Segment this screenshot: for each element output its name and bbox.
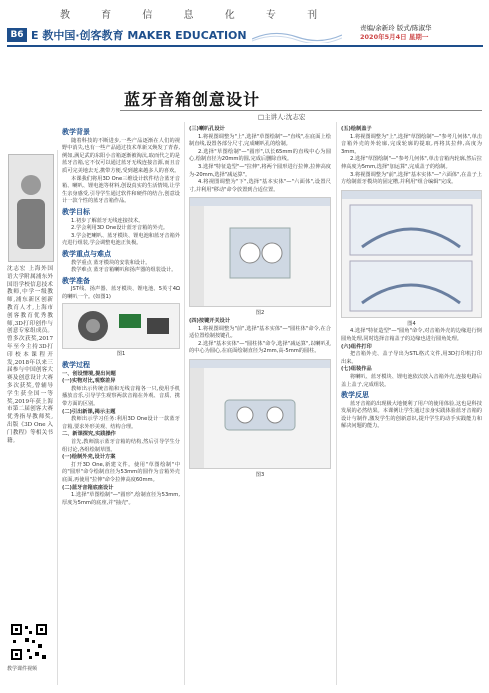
paragraph: 2.学会利用3D One设计蓝牙音箱的外壳。	[71, 225, 169, 232]
paragraph: 1.选择"草图绘制"—"圆形",绘制直径为53mm,厚度为5mm的底座,并"抽壳"。	[62, 492, 180, 506]
column-divider	[336, 122, 337, 685]
subheading: (二)引出新课,揭示主题	[62, 408, 116, 415]
author-bio: 沈志宏 上海外国语大学附属浦东外国语学校信息技术教师,中学一级教师,浦东新区创新教育人才,上海市创客教育优秀教师,3D打印创作与创意专家组成员。曾多次获奖,2017年至今主持3D打印校本课程开发,2018年以来三届参与中国创客大赛及创意设计大赛多次获奖,曾辅导学生获全国一等奖,2019年获上海市第二届创客大赛优秀指导教师奖,出版《3D One 入门教程》等相关书籍。	[7, 266, 53, 444]
figure-caption: 图4	[407, 320, 416, 327]
components-photo-icon	[63, 304, 179, 348]
paragraph: 3.将视图调整为"前",选择"基本实体"—"六面体",在盖子上方绘制蓝牙模块的固定槽,并利用"组合编辑"完成。	[341, 171, 482, 186]
column-divider	[57, 150, 58, 685]
paragraph: 教师出示学习任务:利用3D One设计一款蓝牙音箱,要求外形美观、结构合理。	[62, 416, 180, 430]
page-number: B6	[7, 28, 27, 42]
paragraph: 首先,教师演示蓝牙音箱的结构,然后引导学生分组讨论,各组绘制草图。	[62, 439, 180, 453]
software-screenshot-icon	[190, 198, 330, 306]
paragraph: 教师出示传统音箱和无线音箱各一只,使用手机播放音乐,引导学生观察两款音箱在外观、音质、携带方面的区别。	[62, 385, 180, 408]
qr-code[interactable]	[9, 622, 49, 662]
article-title: 蓝牙音箱创意设计	[124, 90, 261, 109]
newspaper-brand: E 教中国·创客教育 MAKER EDUCATION	[31, 29, 247, 42]
figure-2	[189, 197, 331, 307]
subheading: (七)组装作品	[341, 366, 372, 373]
figure-1	[62, 303, 180, 349]
paragraph: 4.选择"特征造型"—"圆角"命令,对音箱外壳的边缘进行倒圆角处理,同时选择音箱盖子的边缘也进行圆角处理。	[341, 328, 482, 342]
figure-caption: 图3	[255, 471, 265, 478]
figure-caption: 图2	[255, 310, 265, 317]
section-heading: 教学目标	[62, 207, 90, 216]
author-line: □主讲人:沈志宏	[258, 113, 306, 121]
section-heading: 教学背景	[62, 128, 90, 136]
column-2	[189, 126, 331, 480]
column-divider	[184, 122, 185, 685]
subheading: (一)绘制外壳,设计方案	[62, 454, 116, 461]
paragraph: 打开3D One,新建文件。使用"草图绘制"中的"圆形"命令绘制直径为53mm的圆作为音箱外壳底面,再使用"拉伸"命令拉伸高度60mm。	[62, 461, 180, 483]
paragraph: 1.将视图调整为"上",选择"草图绘制"—"直线",在底面上绘制直线,设置各部分尺寸,完成喇叭孔的绘制。	[189, 133, 331, 148]
paragraph: 3.学会把喇叭、蓝牙模块、锂电池和蓝牙音箱外壳进行组装,学会调整电池正负极。	[62, 232, 180, 247]
subheading: (三)喇叭孔设计	[189, 126, 225, 132]
subheading: 一、创设情境,提出问题	[62, 370, 116, 377]
paragraph: 1.将视图调整为"上",选择"草图绘制"—"参考几何体",单击音箱外壳的外轮廓,完成轮廓的提取,再将其拉伸,高度为3mm。	[341, 133, 482, 155]
subheading: (六)组件打印	[341, 343, 372, 350]
paragraph: 教学难点 蓝牙音箱喇叭和扬声器的组装设计。	[71, 267, 177, 274]
section-heading: 教学过程	[62, 361, 90, 370]
paragraph: 2.选择"基本实体"—"圆柱体"命令,选择"减运算",以喇叭孔的中心为圆心,在底面绘制直径为2mm,高-5mm的圆柱。	[189, 340, 331, 355]
issue-info	[360, 24, 431, 42]
paragraph: JST线、扬声器、蓝牙模块、锂电池、5英寸4Ω的喇叭一个。(如图1)	[62, 286, 180, 300]
section-heading: 教学重点与难点	[62, 249, 111, 258]
person-photo-icon	[9, 155, 53, 261]
paragraph: 1.初步了解蓝牙无线连接技术。	[71, 217, 144, 224]
subheading: (一)实物对比,观察差异	[62, 378, 116, 385]
paragraph: 教学重点 蓝牙模块的安装和设计。	[71, 259, 151, 266]
qr-code-icon	[9, 622, 49, 662]
figure-4	[341, 190, 482, 318]
header-decoration	[252, 28, 342, 42]
qr-caption: 教学课件视频	[7, 666, 38, 672]
editor-line: 责编/余新玲 版式/陈淑华	[360, 24, 432, 32]
subheading: (五)绘制盖子	[341, 126, 372, 132]
paragraph: 2.选择"草图绘制"—"参考几何体",单击音箱内轮廓,然后拉伸高度为5mm,选择"加运算",完成盖子的绘制。	[341, 156, 482, 170]
paragraph: 随着科技的不断进步,一些产品逐渐在人们的视野中消失,也有一些产品通过技术革新又焕发了青春,例如,满足武的东阳小音箱逐渐被淘汰,取而代之的是蓝牙音箱,它不仅可以通过蓝牙无线连接音源,而且音质可完美地去无,携带方便,受到越来越多人的喜欢。	[62, 137, 180, 174]
title-rule	[120, 110, 482, 111]
paragraph: 1.将视图调整为"前",选择"基本实体"—"圆柱体"命令,在合适位置绘制按键孔。	[189, 325, 331, 340]
column-1	[62, 126, 180, 507]
section-heading: 教学准备	[62, 276, 90, 285]
section-heading: 教学反思	[341, 391, 369, 400]
date-line: 2020年5月4日 星期一	[360, 33, 429, 41]
paragraph: 蓝牙音箱的出现极大地便利了用户的使用体验,这也是科技发展的必然结果。本课例让学生通过亲身实践体验蓝牙音箱的设计与制作,激发学生的创新意识,提升学生的动手实践能力和解决问题的能力。	[341, 400, 482, 430]
subheading: (二)蓝牙音箱底座设计	[62, 484, 114, 491]
paragraph: 本课我们将用3D One三维设计软件结合蓝牙音箱、喇叭、锂电池等材料,创设真实的生活情境,让学生亲身感受,引导学生通过软件和硬件的结合,创意设计一款个性的蓝牙音箱作品。	[62, 175, 180, 205]
header-rule	[7, 45, 483, 47]
paragraph: 4.将视图调整为"下",选择"基本实体"—"六面体",设置尺寸,并利用"移动"命令放置到合适位置。	[189, 179, 331, 193]
software-screenshot-icon	[190, 360, 330, 468]
paragraph: 3.选择"特征造型"—"拉伸",将两个圆形进行拉伸,拉伸高度为-20mm,选择"减运算"。	[189, 163, 331, 178]
figure-3	[189, 359, 331, 469]
author-photo	[8, 154, 54, 262]
subheading: 二、新课探究,实践操作	[62, 431, 116, 438]
section-tagline: 教 育 信 息 化 专 刊	[60, 10, 332, 21]
paragraph: 把音箱外壳、盖子导出为STL格式文件,用3D打印机打印出来。	[341, 351, 482, 365]
column-3	[341, 126, 482, 431]
paragraph: 将喇叭、蓝牙模块、锂电池依次放入音箱外壳,连接电路后盖上盖子,完成组装。	[341, 373, 482, 388]
wave-decoration-icon	[252, 29, 342, 43]
software-screenshot-icon	[342, 191, 481, 317]
figure-caption: 图1	[116, 351, 126, 358]
paragraph: 2.选择"草图绘制"—"圆形",以长65mm的直线中心为圆心,绘制直径为20mm的圆,完成后删除直线。	[189, 148, 331, 163]
subheading: (四)按键开关设计	[189, 317, 231, 324]
